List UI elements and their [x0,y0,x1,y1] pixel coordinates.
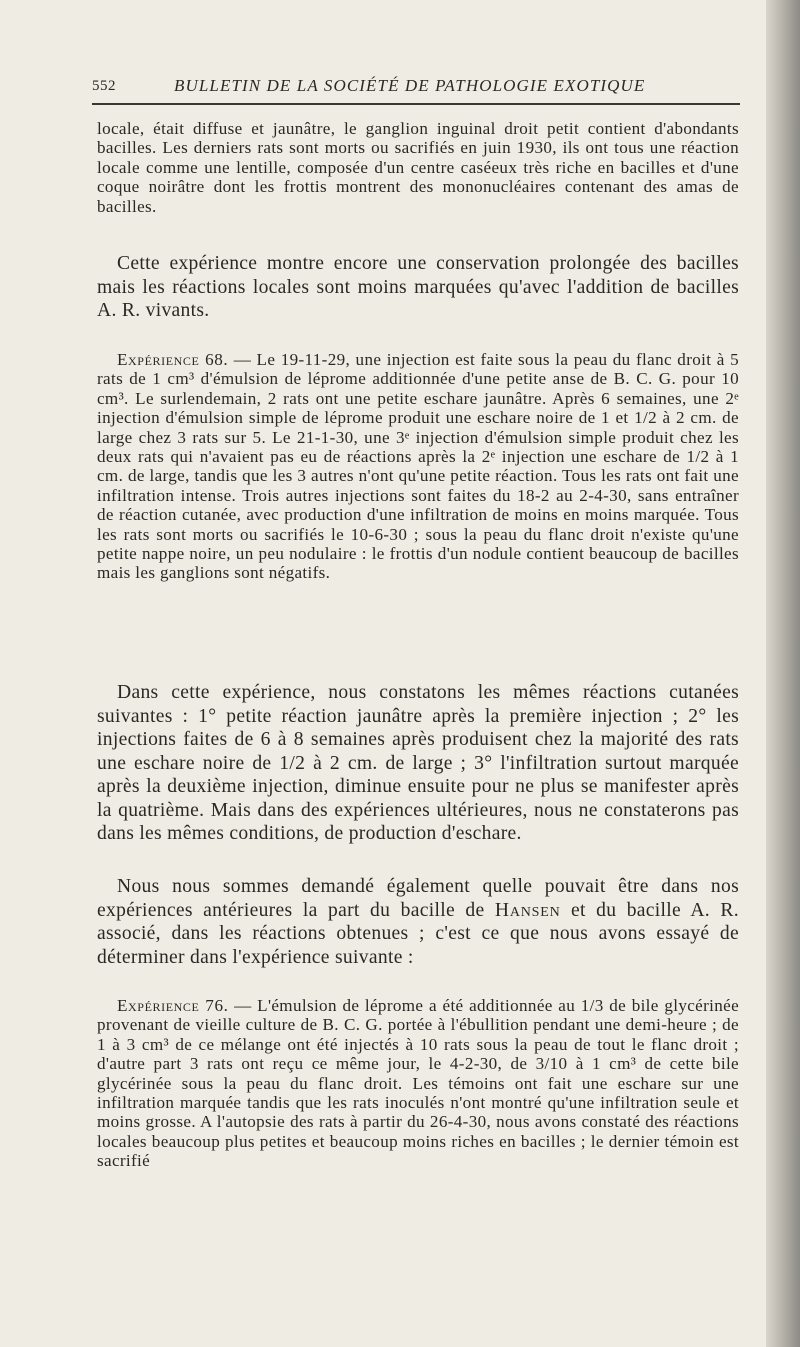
experience-68-label: Expérience 68. [117,350,229,369]
question-text-a: Nous nous sommes demandé également quelle pouvait être dans nos expériences antérieures la part du bacille de [97,876,739,921]
paragraph-experience-76 [97,996,739,1171]
paragraph-continued: locale, était diffuse et jaunâtre, le ganglion inguinal droit petit contient d'abondants bacilles. Les derniers rats sont morts ou sacrifiés en juin 1930, ils ont tous une réaction locale comme une lentille, composée d'un centre caséeux très riche en bacilles et d'une coque noirâtre dont les frottis montrent des mononucléaires contenant des amas de bacilles. [97,119,739,216]
header-rule [92,103,740,105]
paragraph-experience-68 [97,350,739,583]
experience-68-text: — Le 19-11-29, une injection est faite sous la peau du flanc droit à 5 rats de 1 cm³ d'émulsion de léprome additionnée d'une petite anse de B. C. G. pour 10 cm³. Le surlendemain, 2 rats ont une petite eschare jaunâtre. Après 6 semaines, une 2ᵉ injection d'émulsion simple de léprome produit une eschare noire de 1 et 1/2 à 2 cm. de large chez 3 rats sur 5. Le 21-1-30, une 3ᵉ injection d'émulsion simple produit chez les deux rats qui n'avaient pas eu de réactions après la 2ᵉ injection une eschare de 1/2 à 1 cm. de large, tandis que les 3 autres n'ont qu'une petite réaction. Tous les rats ont fait une infiltration intense. Trois autres injections sont faites du 18-2 au 2-4-30, sans entraîner de réaction cutanée, avec production d'une infiltration de moins en moins marquée. Tous les rats sont morts ou sacrifiés le 10-6-30 ; sous la peau du flanc droit n'existe qu'une petite nappe noire, un peu nodulaire : le frottis d'un nodule contient beaucoup de bacilles mais les ganglions sont négatifs. [97,350,740,583]
paragraph-observations: Dans cette expérience, nous constatons les mêmes réactions cutanées suivantes : 1° petite réaction jaunâtre après la première injection ; 2° les injections faites de 6 à 8 semaines après produisent chez la majorité des rats une eschare noire de 1/2 à 2 cm. de large ; 3° l'infiltration surtout marquée après la deuxième injection, diminue ensuite pour ne plus se manifester après la quatrième. Mais dans des expériences ultérieures, nous ne constaterons pas dans les mêmes conditions, de production d'eschare. [97,682,739,844]
book-gutter [766,0,800,1347]
running-header [92,76,742,106]
experience-76-text: — L'émulsion de léprome a été additionnée au 1/3 de bile glycérinée provenant de vieille culture de B. C. G. portée à l'ébullition pendant une demi-heure ; de 1 à 3 cm³ de ce mélange ont été injectés à 10 rats sous la peau de tout le flanc droit ; d'autre part 3 rats ont reçu ce même jour, le 4-2-30, de 3/10 à 1 cm³ de cette bile glycérinée sous la peau du flanc droit. Les témoins ont fait une eschare sur une infiltration marquée tandis que les rats inoculés n'ont montré qu'une infiltration seule et moins grosse. A l'autopsie des rats à partir du 26-4-30, nous avons constaté des réactions locales beaucoup plus petites et beaucoup moins riches en bacilles ; le dernier témoin est sacrifié [97,996,740,1171]
question-text-b: et du bacille A. R. associé, dans les réactions obtenues ; c'est ce que nous avons essayé de déterminer dans l'expérience suivante : [97,899,739,968]
experience-76-label: Expérience 76. [117,996,229,1015]
paragraph-question [97,875,739,969]
page-number: 552 [92,78,116,94]
author-name-hansen: Hansen [494,899,561,921]
running-title: BULLETIN DE LA SOCIÉTÉ DE PATHOLOGIE EXOTIQUE [174,76,646,95]
paragraph-conclusion: Cette expérience montre encore une conservation prolongée des bacilles mais les réactions locales sont moins marquées qu'avec l'addition de bacilles A. R. vivants. [97,253,739,321]
